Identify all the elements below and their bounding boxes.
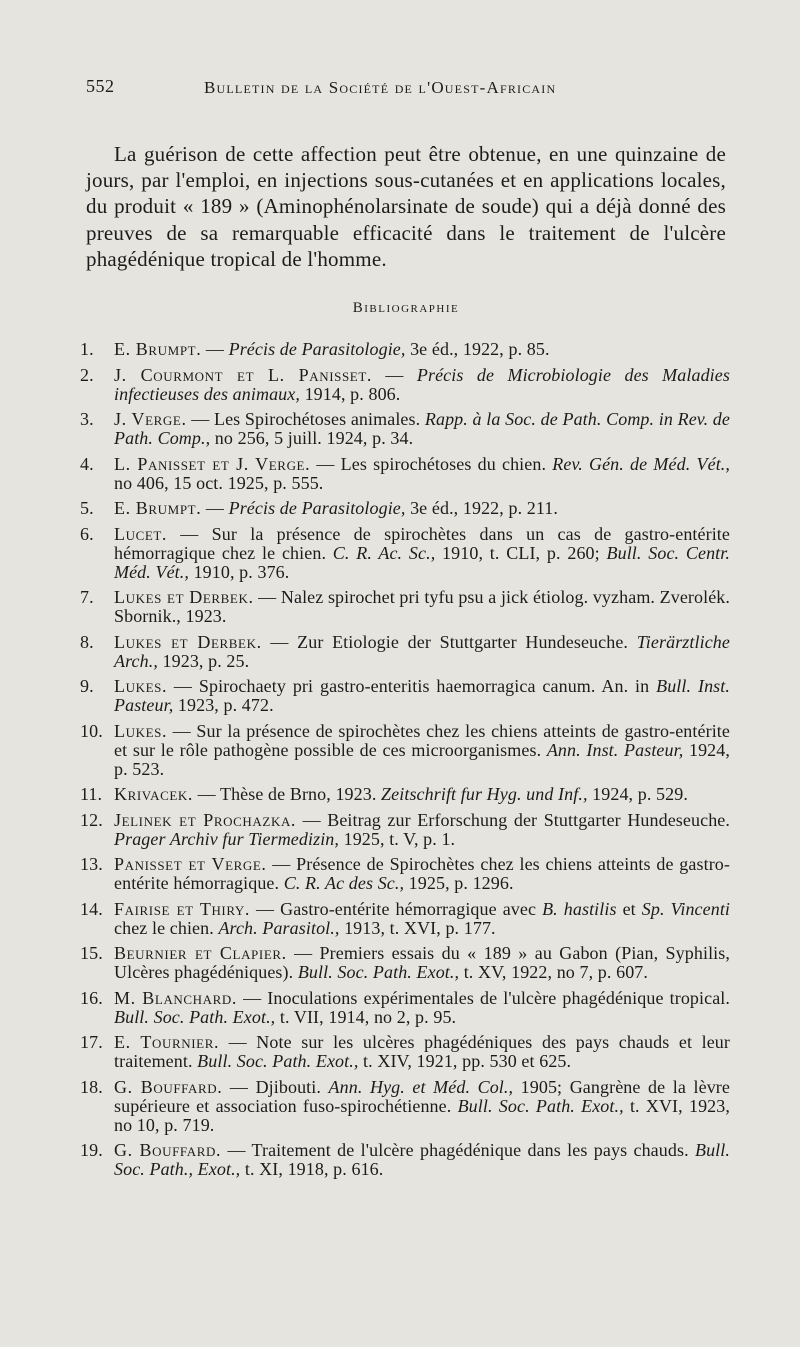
reference-number: 15.: [80, 943, 103, 963]
reference-text: — Nalez spirochet pri tyfu psu a jick étiolog. vyzham. Zverolék. Sbornik., 1923.: [114, 587, 730, 626]
reference-text: — Les spirochétoses du chien.: [310, 453, 553, 474]
reference-author: E. Brumpt.: [114, 339, 202, 359]
reference-text: — Djibouti.: [222, 1076, 329, 1097]
reference-text: — Les Spirochétoses animales.: [186, 409, 425, 429]
reference-item: [80, 1078, 730, 1135]
reference-number: 16.: [80, 987, 103, 1008]
reference-text: —: [201, 339, 229, 359]
reference-number: 11.: [80, 784, 103, 804]
reference-author: Lukes.: [114, 720, 168, 741]
reference-author: Fairise et Thiry.: [114, 898, 251, 919]
reference-item: [80, 785, 730, 804]
reference-source: Précis de Microbiologie des Maladies infectieuses des animaux,: [114, 364, 730, 404]
reference-item: [80, 340, 730, 359]
reference-item: [80, 900, 730, 938]
reference-author: M. Blanchard.: [114, 987, 238, 1008]
reference-text: no 406, 15 oct. 1925, p. 555.: [114, 472, 324, 493]
reference-source: Zeitschrift fur Hyg. und Inf.,: [381, 784, 588, 804]
reference-item: [80, 1033, 730, 1071]
reference-text: — Sur la présence de spirochètes dans un cas de gastro-entérite hémorragique chez le chien.: [114, 523, 730, 563]
reference-text: no 256, 5 juill. 1924, p. 34.: [210, 428, 414, 448]
reference-source: Tierärztliche Arch.,: [114, 631, 730, 671]
reference-item: [80, 677, 730, 715]
reference-source: Rapp. à la Soc. de Path. Comp. in Rev. de Path. Comp.,: [114, 409, 730, 448]
reference-text: — Sur la présence de spirochètes chez les chiens atteints de gastro-entérite et sur le rôle pathogène possible de ces microorganismes.: [114, 720, 730, 760]
reference-item: [80, 944, 730, 982]
reference-item: [80, 722, 730, 779]
reference-item: [80, 525, 730, 582]
reference-source: Bull. Soc. Path. Exot.,: [114, 1006, 276, 1027]
reference-source: Bull. Inst. Pasteur,: [114, 676, 730, 715]
reference-item: [80, 366, 730, 404]
reference-number: 2.: [80, 364, 94, 385]
reference-text: 3e éd., 1922, p. 211.: [405, 498, 558, 518]
reference-text: 1910, p. 376.: [188, 561, 290, 582]
bibliography-heading: Bibliographie: [352, 300, 460, 316]
reference-author: Panisset et Verge.: [114, 854, 267, 874]
reference-source: Bull. Soc. Path., Exot.,: [114, 1140, 730, 1179]
reference-item: [80, 455, 730, 493]
reference-author: E. Brumpt.: [114, 498, 202, 518]
reference-text: — Zur Etiologie der Stuttgarter Hundeseuche.: [261, 631, 637, 652]
reference-number: 12.: [80, 809, 103, 830]
reference-author: L. Panisset et J. Verge.: [114, 453, 311, 474]
reference-source: C. R. Ac des Sc.,: [283, 873, 405, 893]
reference-number: 14.: [80, 898, 103, 919]
reference-text: 1923, p. 472.: [173, 695, 274, 715]
reference-source: Ann. Inst. Pasteur,: [546, 739, 684, 760]
reference-number: 1.: [80, 339, 94, 359]
reference-text: t. XVI, 1923, no 10, p. 719.: [114, 1095, 730, 1135]
reference-text: t. XI, 1918, p. 616.: [240, 1159, 384, 1179]
reference-text: 1913, t. XVI, p. 177.: [339, 917, 496, 938]
reference-number: 8.: [80, 631, 94, 652]
reference-text: —: [201, 498, 229, 518]
reference-text: — Premiers essais du « 189 » au Gabon (Pian, Syphilis, Ulcères phagédéniques).: [114, 943, 730, 982]
reference-text: 1905; Gangrène de la lèvre supérieure et association fuso-spirochétienne.: [114, 1076, 730, 1116]
reference-text: —: [371, 364, 417, 385]
reference-text: t. XIV, 1921, pp. 530 et 625.: [358, 1051, 572, 1071]
reference-author: Jelinek et Prochazka.: [114, 809, 297, 830]
reference-text: — Note sur les ulcères phagédéniques des pays chauds et leur traitement.: [114, 1032, 730, 1071]
reference-source: Rev. Gén. de Méd. Vét.,: [552, 453, 730, 474]
reference-author: G. Bouffard.: [114, 1076, 223, 1097]
reference-text: — Beitrag zur Erforschung der Stuttgarter Hundeseuche.: [296, 809, 730, 830]
reference-number: 9.: [80, 676, 94, 696]
reference-text: — Présence de Spirochètes chez les chiens atteints de gastro-entérite hémorragique.: [114, 854, 730, 893]
reference-item: [80, 410, 730, 448]
reference-item: [80, 588, 730, 626]
reference-source: Précis de Parasitologie,: [228, 498, 406, 518]
reference-text: chez le chien.: [114, 917, 219, 938]
reference-author: Lukes.: [114, 676, 168, 696]
bibliography-list: [80, 340, 730, 1186]
reference-number: 19.: [80, 1140, 103, 1160]
reference-source: Arch. Parasitol.,: [218, 917, 340, 938]
reference-item: [80, 1141, 730, 1179]
reference-text: — Gastro-entérite hémorragique avec: [250, 898, 543, 919]
reference-number: 3.: [80, 409, 94, 429]
reference-source: Bull. Soc. Path. Exot.,: [297, 962, 460, 982]
reference-text: — Spirochaety pri gastro-enteritis haemorragica canum. An. in: [167, 676, 657, 696]
body-paragraph: La guérison de cette affection peut être obtenue, en une quinzaine de jours, par l'emploi, en injections sous-cutanées et en applications locales, du produit « 189 » (Aminophénolarsinate de soude) qui a déjà donné des preuves de sa remarquable efficacité dans le traitement de l'ulcère phagédénique tropical de l'homme.: [86, 142, 726, 271]
reference-source: Précis de Parasitologie,: [228, 339, 406, 359]
reference-text: — Traitement de l'ulcère phagédénique dans les pays chauds.: [221, 1140, 695, 1160]
reference-author: Lukes et Derbek.: [114, 587, 254, 607]
reference-text: 1910, t. CLI, p. 260;: [435, 542, 607, 563]
reference-text: — Thèse de Brno, 1923.: [193, 784, 382, 804]
reference-number: 6.: [80, 523, 94, 544]
reference-number: 13.: [80, 854, 103, 874]
reference-author: J. Verge.: [114, 409, 187, 429]
reference-number: 4.: [80, 453, 94, 474]
reference-text: 1923, p. 25.: [157, 650, 250, 671]
reference-source: B. hastilis: [542, 898, 617, 919]
running-head: [86, 76, 726, 102]
reference-author: Lukes et Derbek.: [114, 631, 262, 652]
reference-text: t. XV, 1922, no 7, p. 607.: [459, 962, 648, 982]
reference-author: Lucet.: [114, 523, 168, 544]
reference-text: 1924, p. 529.: [587, 784, 688, 804]
reference-source: Bull. Soc. Centr. Méd. Vét.,: [114, 542, 730, 582]
reference-author: Beurnier et Clapier.: [114, 943, 287, 963]
reference-text: t. VII, 1914, no 2, p. 95.: [275, 1006, 457, 1027]
reference-item: [80, 855, 730, 893]
reference-source: Prager Archiv fur Tiermedizin,: [114, 828, 339, 849]
reference-source: Bull. Soc. Path. Exot.,: [197, 1051, 359, 1071]
reference-item: [80, 989, 730, 1027]
reference-source: C. R. Ac. Sc.,: [332, 542, 436, 563]
reference-text: 3e éd., 1922, p. 85.: [405, 339, 550, 359]
reference-number: 10.: [80, 720, 103, 741]
reference-item: [80, 811, 730, 849]
reference-text: 1914, p. 806.: [299, 383, 401, 404]
page-number: 552: [86, 76, 115, 96]
journal-title: Bulletin de la Société de l'Ouest-Africain: [204, 78, 557, 97]
reference-source: Ann. Hyg. et Méd. Col.,: [328, 1076, 514, 1097]
reference-text: et: [616, 898, 642, 919]
reference-number: 18.: [80, 1076, 103, 1097]
reference-number: 17.: [80, 1032, 103, 1052]
reference-author: G. Bouffard.: [114, 1140, 222, 1160]
reference-item: [80, 633, 730, 671]
reference-text: 1925, t. V, p. 1.: [339, 828, 456, 849]
reference-text: — Inoculations expérimentales de l'ulcère phagédénique tropical.: [237, 987, 730, 1008]
reference-number: 7.: [80, 587, 94, 607]
reference-text: 1924, p. 523.: [114, 739, 730, 779]
reference-author: J. Courmont et L. Panisset.: [114, 364, 372, 385]
reference-number: 5.: [80, 498, 94, 518]
reference-source: Sp. Vincenti: [641, 898, 731, 919]
reference-text: 1925, p. 1296.: [404, 873, 514, 893]
reference-author: E. Tournier.: [114, 1032, 220, 1052]
reference-source: Bull. Soc. Path. Exot.,: [457, 1095, 624, 1116]
reference-author: Krivacek.: [114, 784, 193, 804]
reference-item: [80, 499, 730, 518]
